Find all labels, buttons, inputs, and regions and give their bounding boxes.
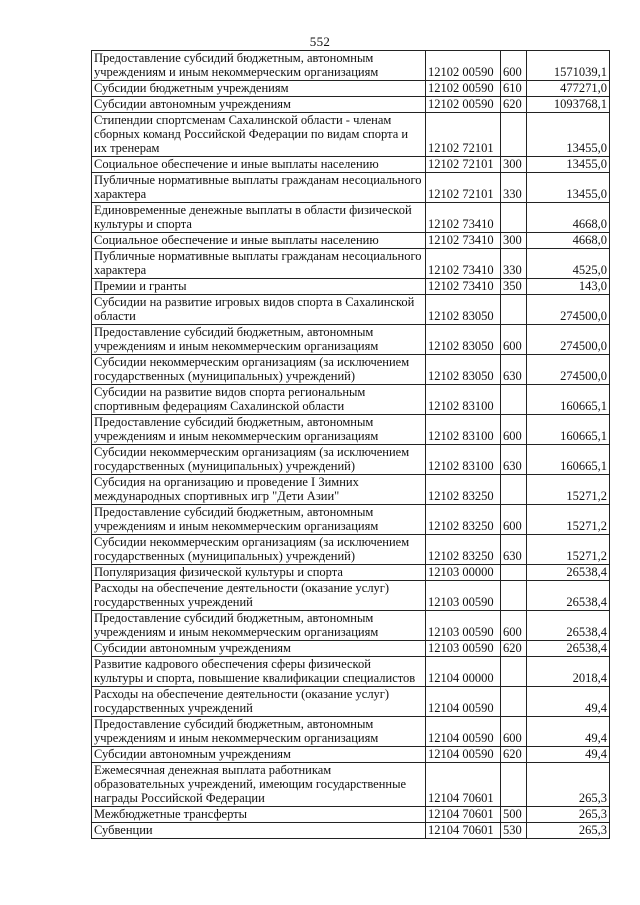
expense-name-cell: Социальное обеспечение и иные выплаты населению xyxy=(92,233,426,249)
expense-type-cell xyxy=(501,581,527,611)
expense-name-cell: Единовременные денежные выплаты в области физической культуры и спорта xyxy=(92,203,426,233)
target-article-cell: 12103 00590 xyxy=(426,611,501,641)
expense-type-cell xyxy=(501,687,527,717)
expense-type-cell xyxy=(501,295,527,325)
amount-cell: 143,0 xyxy=(527,279,610,295)
target-article-cell: 12104 00590 xyxy=(426,747,501,763)
expense-name-cell: Предоставление субсидий бюджетным, автономным учреждениям и иным некоммерческим организациям xyxy=(92,415,426,445)
expense-type-cell: 620 xyxy=(501,747,527,763)
amount-cell: 15271,2 xyxy=(527,505,610,535)
expense-type-cell xyxy=(501,385,527,415)
amount-cell: 49,4 xyxy=(527,717,610,747)
amount-cell: 4668,0 xyxy=(527,203,610,233)
target-article-cell: 12104 00590 xyxy=(426,717,501,747)
table-row xyxy=(92,81,610,97)
expense-name-cell: Развитие кадрового обеспечения сферы физической культуры и спорта, повышение квалификации специалистов xyxy=(92,657,426,687)
expense-type-cell: 600 xyxy=(501,505,527,535)
table-row xyxy=(92,717,610,747)
expense-type-cell: 600 xyxy=(501,415,527,445)
expense-name-cell: Межбюджетные трансферты xyxy=(92,807,426,823)
amount-cell: 265,3 xyxy=(527,763,610,807)
target-article-cell: 12102 72101 xyxy=(426,157,501,173)
table-row xyxy=(92,657,610,687)
expense-name-cell: Премии и гранты xyxy=(92,279,426,295)
expense-name-cell: Субсидии автономным учреждениям xyxy=(92,641,426,657)
expense-name-cell: Субсидии на развитие игровых видов спорта в Сахалинской области xyxy=(92,295,426,325)
expense-name-cell: Субсидия на организацию и проведение I Зимних международных спортивных игр "Дети Азии" xyxy=(92,475,426,505)
target-article-cell: 12104 70601 xyxy=(426,807,501,823)
table-row xyxy=(92,807,610,823)
table-row xyxy=(92,157,610,173)
target-article-cell: 12102 73410 xyxy=(426,233,501,249)
target-article-cell: 12102 83050 xyxy=(426,325,501,355)
target-article-cell: 12102 00590 xyxy=(426,97,501,113)
expense-type-cell xyxy=(501,475,527,505)
amount-cell: 15271,2 xyxy=(527,475,610,505)
amount-cell: 13455,0 xyxy=(527,157,610,173)
table-row xyxy=(92,385,610,415)
target-article-cell: 12102 73410 xyxy=(426,203,501,233)
expense-type-cell: 620 xyxy=(501,97,527,113)
amount-cell: 265,3 xyxy=(527,807,610,823)
target-article-cell: 12102 83250 xyxy=(426,475,501,505)
target-article-cell: 12102 73410 xyxy=(426,279,501,295)
amount-cell: 274500,0 xyxy=(527,325,610,355)
target-article-cell: 12102 00590 xyxy=(426,51,501,81)
amount-cell: 26538,4 xyxy=(527,565,610,581)
expense-type-cell xyxy=(501,763,527,807)
expense-name-cell: Стипендии спортсменам Сахалинской области - членам сборных команд Российской Федерации по видам спорта и их тренерам xyxy=(92,113,426,157)
expense-type-cell xyxy=(501,203,527,233)
target-article-cell: 12104 70601 xyxy=(426,823,501,839)
target-article-cell: 12104 00000 xyxy=(426,657,501,687)
target-article-cell: 12102 83250 xyxy=(426,505,501,535)
expense-type-cell: 630 xyxy=(501,535,527,565)
expense-name-cell: Расходы на обеспечение деятельности (оказание услуг) государственных учреждений xyxy=(92,687,426,717)
table-row xyxy=(92,113,610,157)
expense-type-cell xyxy=(501,565,527,581)
amount-cell: 274500,0 xyxy=(527,295,610,325)
table-row xyxy=(92,505,610,535)
table-row xyxy=(92,203,610,233)
expense-type-cell: 600 xyxy=(501,717,527,747)
expense-type-cell: 630 xyxy=(501,445,527,475)
expense-type-cell xyxy=(501,657,527,687)
target-article-cell: 12102 83100 xyxy=(426,385,501,415)
expense-type-cell: 620 xyxy=(501,641,527,657)
target-article-cell: 12102 72101 xyxy=(426,113,501,157)
expense-name-cell: Предоставление субсидий бюджетным, автономным учреждениям и иным некоммерческим организациям xyxy=(92,505,426,535)
amount-cell: 49,4 xyxy=(527,687,610,717)
amount-cell: 26538,4 xyxy=(527,611,610,641)
amount-cell: 4525,0 xyxy=(527,249,610,279)
table-row xyxy=(92,445,610,475)
table-row xyxy=(92,763,610,807)
expense-name-cell: Социальное обеспечение и иные выплаты населению xyxy=(92,157,426,173)
expense-type-cell: 630 xyxy=(501,355,527,385)
amount-cell: 477271,0 xyxy=(527,81,610,97)
amount-cell: 1093768,1 xyxy=(527,97,610,113)
target-article-cell: 12102 72101 xyxy=(426,173,501,203)
target-article-cell: 12103 00000 xyxy=(426,565,501,581)
table-row xyxy=(92,641,610,657)
amount-cell: 15271,2 xyxy=(527,535,610,565)
amount-cell: 13455,0 xyxy=(527,173,610,203)
target-article-cell: 12104 00590 xyxy=(426,687,501,717)
table-row xyxy=(92,355,610,385)
expense-name-cell: Субсидии на развитие видов спорта региональным спортивным федерациям Сахалинской области xyxy=(92,385,426,415)
amount-cell: 13455,0 xyxy=(527,113,610,157)
table-row xyxy=(92,295,610,325)
target-article-cell: 12102 00590 xyxy=(426,81,501,97)
expense-name-cell: Предоставление субсидий бюджетным, автономным учреждениям и иным некоммерческим организациям xyxy=(92,325,426,355)
expense-name-cell: Ежемесячная денежная выплата работникам образовательных учреждений, имеющим государственные награды Российской Федерации xyxy=(92,763,426,807)
expense-name-cell: Субвенции xyxy=(92,823,426,839)
target-article-cell: 12102 83250 xyxy=(426,535,501,565)
amount-cell: 4668,0 xyxy=(527,233,610,249)
expense-type-cell: 600 xyxy=(501,51,527,81)
page-number: 552 xyxy=(309,34,331,49)
table-row xyxy=(92,823,610,839)
expense-name-cell: Публичные нормативные выплаты гражданам несоциального характера xyxy=(92,173,426,203)
amount-cell: 160665,1 xyxy=(527,385,610,415)
table-row xyxy=(92,233,610,249)
expense-name-cell: Предоставление субсидий бюджетным, автономным учреждениям и иным некоммерческим организациям xyxy=(92,717,426,747)
expense-name-cell: Субсидии некоммерческим организациям (за исключением государственных (муниципальных) учреждений) xyxy=(92,535,426,565)
table-row xyxy=(92,249,610,279)
amount-cell: 49,4 xyxy=(527,747,610,763)
expense-name-cell: Предоставление субсидий бюджетным, автономным учреждениям и иным некоммерческим организациям xyxy=(92,51,426,81)
table-row xyxy=(92,581,610,611)
table-row xyxy=(92,687,610,717)
table-row xyxy=(92,565,610,581)
expense-name-cell: Субсидии бюджетным учреждениям xyxy=(92,81,426,97)
amount-cell: 1571039,1 xyxy=(527,51,610,81)
table-row xyxy=(92,475,610,505)
expense-name-cell: Предоставление субсидий бюджетным, автономным учреждениям и иным некоммерческим организациям xyxy=(92,611,426,641)
target-article-cell: 12104 70601 xyxy=(426,763,501,807)
budget-table xyxy=(91,50,610,839)
amount-cell: 26538,4 xyxy=(527,641,610,657)
amount-cell: 160665,1 xyxy=(527,445,610,475)
expense-name-cell: Субсидии автономным учреждениям xyxy=(92,747,426,763)
expense-type-cell: 600 xyxy=(501,611,527,641)
table-row xyxy=(92,611,610,641)
amount-cell: 274500,0 xyxy=(527,355,610,385)
target-article-cell: 12103 00590 xyxy=(426,581,501,611)
target-article-cell: 12102 83100 xyxy=(426,445,501,475)
table-row xyxy=(92,279,610,295)
expense-type-cell: 330 xyxy=(501,173,527,203)
table-row xyxy=(92,173,610,203)
expense-name-cell: Публичные нормативные выплаты гражданам несоциального характера xyxy=(92,249,426,279)
table-row xyxy=(92,535,610,565)
expense-type-cell: 300 xyxy=(501,157,527,173)
expense-name-cell: Субсидии автономным учреждениям xyxy=(92,97,426,113)
amount-cell: 2018,4 xyxy=(527,657,610,687)
expense-type-cell: 530 xyxy=(501,823,527,839)
amount-cell: 26538,4 xyxy=(527,581,610,611)
expense-name-cell: Популяризация физической культуры и спорта xyxy=(92,565,426,581)
expense-name-cell: Субсидии некоммерческим организациям (за исключением государственных (муниципальных) учреждений) xyxy=(92,445,426,475)
amount-cell: 160665,1 xyxy=(527,415,610,445)
target-article-cell: 12103 00590 xyxy=(426,641,501,657)
budget-table-body xyxy=(92,51,610,839)
table-row xyxy=(92,747,610,763)
expense-type-cell: 350 xyxy=(501,279,527,295)
expense-type-cell: 330 xyxy=(501,249,527,279)
expense-type-cell: 300 xyxy=(501,233,527,249)
expense-type-cell: 500 xyxy=(501,807,527,823)
target-article-cell: 12102 83050 xyxy=(426,295,501,325)
target-article-cell: 12102 73410 xyxy=(426,249,501,279)
expense-name-cell: Расходы на обеспечение деятельности (оказание услуг) государственных учреждений xyxy=(92,581,426,611)
amount-cell: 265,3 xyxy=(527,823,610,839)
table-row xyxy=(92,51,610,81)
table-row xyxy=(92,97,610,113)
expense-name-cell: Субсидии некоммерческим организациям (за исключением государственных (муниципальных) учреждений) xyxy=(92,355,426,385)
target-article-cell: 12102 83050 xyxy=(426,355,501,385)
table-row xyxy=(92,415,610,445)
expense-type-cell: 600 xyxy=(501,325,527,355)
table-row xyxy=(92,325,610,355)
target-article-cell: 12102 83100 xyxy=(426,415,501,445)
expense-type-cell: 610 xyxy=(501,81,527,97)
expense-type-cell xyxy=(501,113,527,157)
